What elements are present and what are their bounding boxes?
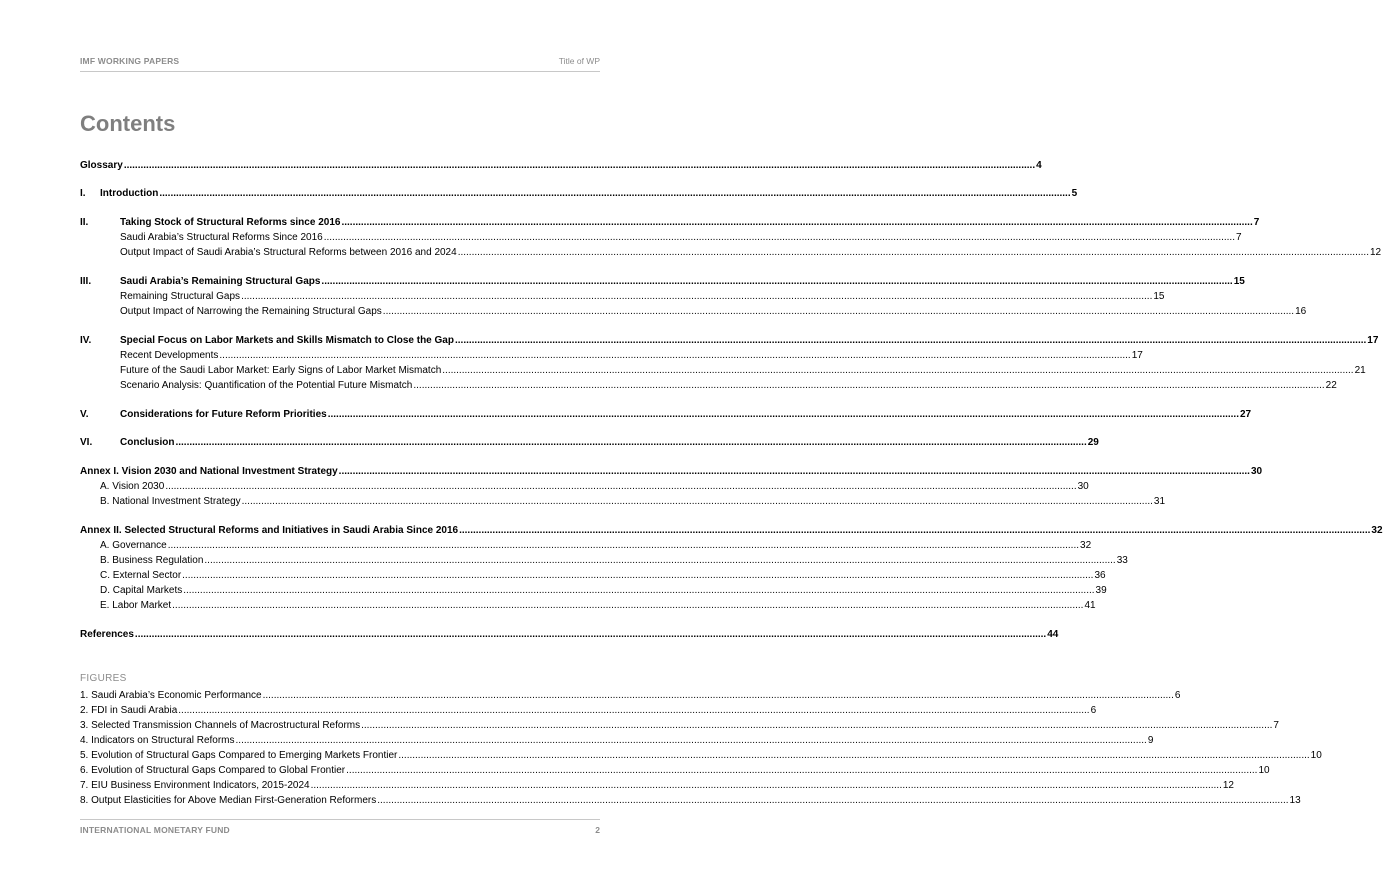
toc-entry-title: C. External Sector bbox=[100, 570, 182, 581]
toc-entry-page: 30 bbox=[1250, 466, 1263, 477]
figure-entry[interactable] bbox=[80, 794, 1301, 808]
dot-leader bbox=[159, 187, 1070, 201]
dot-leader bbox=[383, 305, 1294, 319]
toc-entry-introduction[interactable] bbox=[80, 187, 1078, 201]
figure-page: 10 bbox=[1258, 765, 1270, 776]
footer-divider bbox=[80, 819, 600, 820]
toc-entry-title: Introduction bbox=[100, 188, 159, 199]
toc-entry-page: 7 bbox=[1236, 232, 1242, 243]
toc-entry-title: Output Impact of Saudi Arabia’s Structural Reforms between 2016 and 2024 bbox=[120, 247, 457, 258]
figure-entry[interactable] bbox=[80, 704, 1097, 718]
toc-entry-number: IV. bbox=[80, 335, 92, 346]
toc-entry-page: 32 bbox=[1371, 525, 1383, 536]
figure-entry[interactable] bbox=[80, 734, 1154, 748]
figure-entry[interactable] bbox=[80, 779, 1234, 793]
dot-leader bbox=[413, 379, 1324, 393]
toc-entry-title: A. Governance bbox=[100, 540, 167, 551]
dot-leader bbox=[124, 159, 1035, 173]
figure-title: 8. Output Elasticities for Above Median First-Generation Reformers bbox=[80, 795, 377, 806]
toc-entry-number: II. bbox=[80, 217, 89, 228]
dot-leader bbox=[165, 480, 1076, 494]
toc-entry-annex-2[interactable] bbox=[80, 524, 1383, 538]
toc-entry-page: 7 bbox=[1253, 217, 1260, 228]
dot-leader bbox=[204, 554, 1115, 568]
toc-subentry[interactable] bbox=[120, 305, 1307, 319]
toc-entry-number: I. bbox=[80, 188, 86, 199]
toc-entry-number: V. bbox=[80, 409, 89, 420]
figure-title: 6. Evolution of Structural Gaps Compared to Global Frontier bbox=[80, 765, 346, 776]
toc-entry-page: 22 bbox=[1325, 380, 1337, 391]
dot-leader bbox=[135, 628, 1046, 642]
toc-subentry[interactable] bbox=[100, 480, 1089, 494]
dot-leader bbox=[361, 719, 1272, 733]
figures-heading: FIGURES bbox=[80, 673, 127, 684]
toc-entry-title: B. National Investment Strategy bbox=[100, 496, 241, 507]
toc-entry-page: 44 bbox=[1047, 629, 1059, 640]
figure-title: 5. Evolution of Structural Gaps Compared to Emerging Markets Frontier bbox=[80, 750, 398, 761]
dot-leader bbox=[442, 364, 1353, 378]
toc-entry-title: E. Labor Market bbox=[100, 600, 172, 611]
toc-entry-title: Scenario Analysis: Quantification of the Potential Future Mismatch bbox=[120, 380, 413, 391]
toc-entry-title: References bbox=[80, 629, 134, 640]
figure-entry[interactable] bbox=[80, 749, 1322, 763]
toc-entry-title: Conclusion bbox=[120, 437, 175, 448]
toc-entry-annex-1[interactable] bbox=[80, 465, 1263, 479]
figure-entry[interactable] bbox=[80, 689, 1181, 703]
toc-entry-title: Remaining Structural Gaps bbox=[120, 291, 241, 302]
running-header-right: Title of WP bbox=[558, 56, 600, 66]
toc-subentry[interactable] bbox=[120, 349, 1143, 363]
dot-leader bbox=[346, 764, 1257, 778]
figure-entry[interactable] bbox=[80, 719, 1279, 733]
toc-entry-section-5[interactable] bbox=[80, 408, 1252, 422]
toc-subentry[interactable] bbox=[100, 554, 1128, 568]
dot-leader bbox=[324, 231, 1235, 245]
toc-subentry[interactable] bbox=[120, 290, 1165, 304]
dot-leader bbox=[242, 495, 1153, 509]
figure-page: 12 bbox=[1222, 780, 1234, 791]
dot-leader bbox=[183, 584, 1094, 598]
toc-entry-page: 17 bbox=[1131, 350, 1143, 361]
dot-leader bbox=[168, 539, 1079, 553]
dot-leader bbox=[398, 749, 1309, 763]
toc-entry-glossary[interactable] bbox=[80, 159, 1042, 173]
toc-entry-title: Annex I. Vision 2030 and National Investment Strategy bbox=[80, 466, 338, 477]
figure-title: 4. Indicators on Structural Reforms bbox=[80, 735, 235, 746]
figure-page: 9 bbox=[1147, 735, 1154, 746]
toc-subentry[interactable] bbox=[100, 584, 1107, 598]
toc-entry-page: 30 bbox=[1077, 481, 1089, 492]
figure-entry[interactable] bbox=[80, 764, 1270, 778]
toc-entry-section-2[interactable] bbox=[80, 216, 1260, 230]
running-footer-left: INTERNATIONAL MONETARY FUND bbox=[80, 825, 230, 835]
toc-subentry[interactable] bbox=[100, 569, 1106, 583]
toc-subentry[interactable] bbox=[100, 539, 1092, 553]
running-header-left: IMF WORKING PAPERS bbox=[80, 56, 180, 66]
dot-leader bbox=[459, 524, 1370, 538]
toc-entry-page: 4 bbox=[1036, 160, 1042, 171]
toc-entry-title: D. Capital Markets bbox=[100, 585, 183, 596]
toc-entry-number: VI. bbox=[80, 437, 93, 448]
dot-leader bbox=[311, 779, 1222, 793]
figure-page: 10 bbox=[1310, 750, 1322, 761]
toc-entry-page: 41 bbox=[1084, 600, 1096, 611]
toc-entry-title: Future of the Saudi Labor Market: Early Signs of Labor Market Mismatch bbox=[120, 365, 442, 376]
toc-entry-page: 39 bbox=[1095, 585, 1107, 596]
page-number: 2 bbox=[595, 825, 600, 835]
toc-entry-page: 32 bbox=[1080, 540, 1092, 551]
dot-leader bbox=[178, 704, 1089, 718]
toc-subentry[interactable] bbox=[120, 379, 1337, 393]
toc-entry-page: 5 bbox=[1071, 188, 1078, 199]
toc-entry-page: 17 bbox=[1367, 335, 1379, 346]
toc-entry-title: Saudi Arabia’s Structural Reforms Since 2016 bbox=[120, 232, 323, 243]
dot-leader bbox=[321, 275, 1232, 289]
figure-title: 7. EIU Business Environment Indicators, 2015-2024 bbox=[80, 780, 310, 791]
toc-subentry[interactable] bbox=[120, 231, 1242, 245]
toc-entry-number: III. bbox=[80, 276, 92, 287]
dot-leader bbox=[172, 599, 1083, 613]
toc-entry-title: Taking Stock of Structural Reforms since 2016 bbox=[120, 217, 341, 228]
toc-entry-page: 31 bbox=[1153, 496, 1166, 507]
toc-subentry[interactable] bbox=[100, 599, 1096, 613]
toc-entry-title: Considerations for Future Reform Priorities bbox=[120, 409, 327, 420]
dot-leader bbox=[263, 689, 1174, 703]
dot-leader bbox=[219, 349, 1130, 363]
toc-entry-page: 33 bbox=[1116, 555, 1128, 566]
toc-entry-page: 27 bbox=[1240, 409, 1252, 420]
dot-leader bbox=[377, 794, 1288, 808]
toc-entry-page: 16 bbox=[1295, 306, 1307, 317]
page-title: Contents bbox=[80, 111, 176, 136]
toc-entry-title: Annex II. Selected Structural Reforms and Initiatives in Saudi Arabia Since 2016 bbox=[80, 525, 459, 536]
figure-page: 13 bbox=[1289, 795, 1301, 806]
dot-leader bbox=[236, 734, 1147, 748]
toc-entry-title: A. Vision 2030 bbox=[100, 481, 165, 492]
dot-leader bbox=[339, 465, 1250, 479]
toc-subentry[interactable] bbox=[100, 495, 1166, 509]
figure-title: 1. Saudi Arabia’s Economic Performance bbox=[80, 690, 262, 701]
toc-entry-section-6[interactable] bbox=[80, 436, 1099, 450]
toc-entry-title: B. Business Regulation bbox=[100, 555, 204, 566]
toc-entry-title: Output Impact of Narrowing the Remaining Structural Gaps bbox=[120, 306, 382, 317]
toc-entry-title: Glossary bbox=[80, 160, 123, 171]
toc-entry-page: 21 bbox=[1354, 365, 1366, 376]
figure-page: 7 bbox=[1273, 720, 1279, 731]
figure-page: 6 bbox=[1174, 690, 1181, 701]
header-divider bbox=[80, 71, 600, 72]
toc-entry-page: 12 bbox=[1369, 247, 1382, 258]
toc-entry-references[interactable] bbox=[80, 628, 1059, 642]
toc-entry-title: Special Focus on Labor Markets and Skills Mismatch to Close the Gap bbox=[120, 335, 454, 346]
dot-leader bbox=[182, 569, 1093, 583]
figure-title: 3. Selected Transmission Channels of Macrostructural Reforms bbox=[80, 720, 361, 731]
dot-leader bbox=[458, 246, 1369, 260]
toc-entry-section-3[interactable] bbox=[80, 275, 1245, 289]
toc-entry-title: Recent Developments bbox=[120, 350, 219, 361]
dot-leader bbox=[455, 334, 1366, 348]
toc-entry-page: 15 bbox=[1153, 291, 1165, 302]
toc-entry-page: 36 bbox=[1094, 570, 1106, 581]
toc-subentry[interactable] bbox=[120, 364, 1366, 378]
dot-leader bbox=[328, 408, 1239, 422]
toc-entry-page: 29 bbox=[1087, 437, 1099, 448]
figure-page: 6 bbox=[1090, 705, 1097, 716]
toc-entry-section-4[interactable] bbox=[80, 334, 1379, 348]
figure-title: 2. FDI in Saudi Arabia bbox=[80, 705, 178, 716]
dot-leader bbox=[175, 436, 1086, 450]
dot-leader bbox=[341, 216, 1252, 230]
toc-entry-title: Saudi Arabia’s Remaining Structural Gaps bbox=[120, 276, 321, 287]
toc-subentry[interactable] bbox=[120, 246, 1382, 260]
dot-leader bbox=[241, 290, 1152, 304]
toc-entry-page: 15 bbox=[1233, 276, 1245, 287]
